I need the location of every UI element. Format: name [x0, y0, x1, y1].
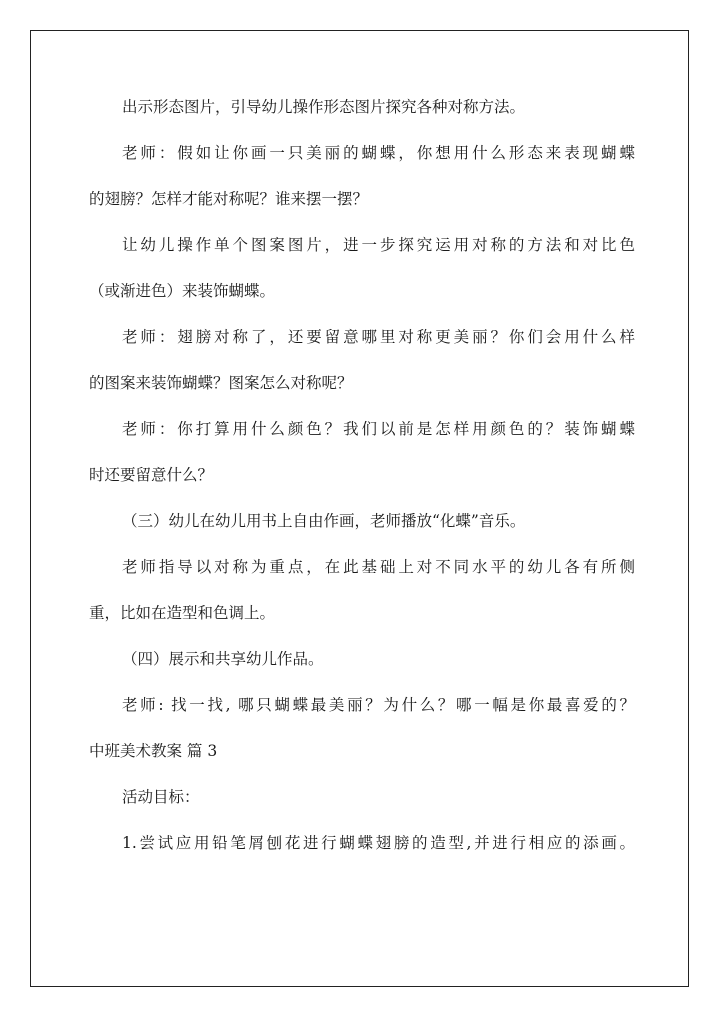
paragraph-line-10: （三）幼儿在幼儿用书上自由作画，老师播放“化蝶”音乐。: [122, 512, 526, 530]
goal-item-1: 1.尝试应用铅笔屑刨花进行蝴蝶翅膀的造型,并进行相应的添画。: [122, 834, 635, 852]
paragraph-line-1: 出示形态图片，引导幼儿操作形态图片探究各种对称方法。: [122, 98, 526, 116]
paragraph-line-8: 老师：你打算用什么颜色？我们以前是怎样用颜色的？装饰蝴蝶: [122, 420, 635, 438]
paragraph-line-3: 的翅膀？怎样才能对称呢？谁来摆一摆？: [89, 190, 369, 208]
paragraph-line-6: 老师：翅膀对称了，还要留意哪里对称更美丽？你们会用什么样: [122, 328, 635, 346]
paragraph-line-11: 老师指导以对称为重点，在此基础上对不同水平的幼儿各有所侧: [122, 558, 635, 576]
activity-goals-label: 活动目标：: [122, 788, 200, 806]
paragraph-line-14: 老师: 找一找, 哪只蝴蝶最美丽？为什么？哪一幅是你最喜爱的？: [122, 696, 635, 714]
paragraph-line-5: （或渐进色）来装饰蝴蝶。: [89, 282, 276, 300]
section-heading: 中班美术教案 篇 3: [89, 742, 218, 760]
paragraph-line-2: 老师：假如让你画一只美丽的蝴蝶，你想用什么形态来表现蝴蝶: [122, 144, 635, 162]
paragraph-line-13: （四）展示和共享幼儿作品。: [122, 650, 324, 668]
paragraph-line-9: 时还要留意什么？: [89, 466, 214, 484]
paragraph-line-4: 让幼儿操作单个图案图片，进一步探究运用对称的方法和对比色: [122, 236, 635, 254]
paragraph-line-12: 重，比如在造型和色调上。: [89, 604, 276, 622]
paragraph-line-7: 的图案来装饰蝴蝶？图案怎么对称呢？: [89, 374, 353, 392]
